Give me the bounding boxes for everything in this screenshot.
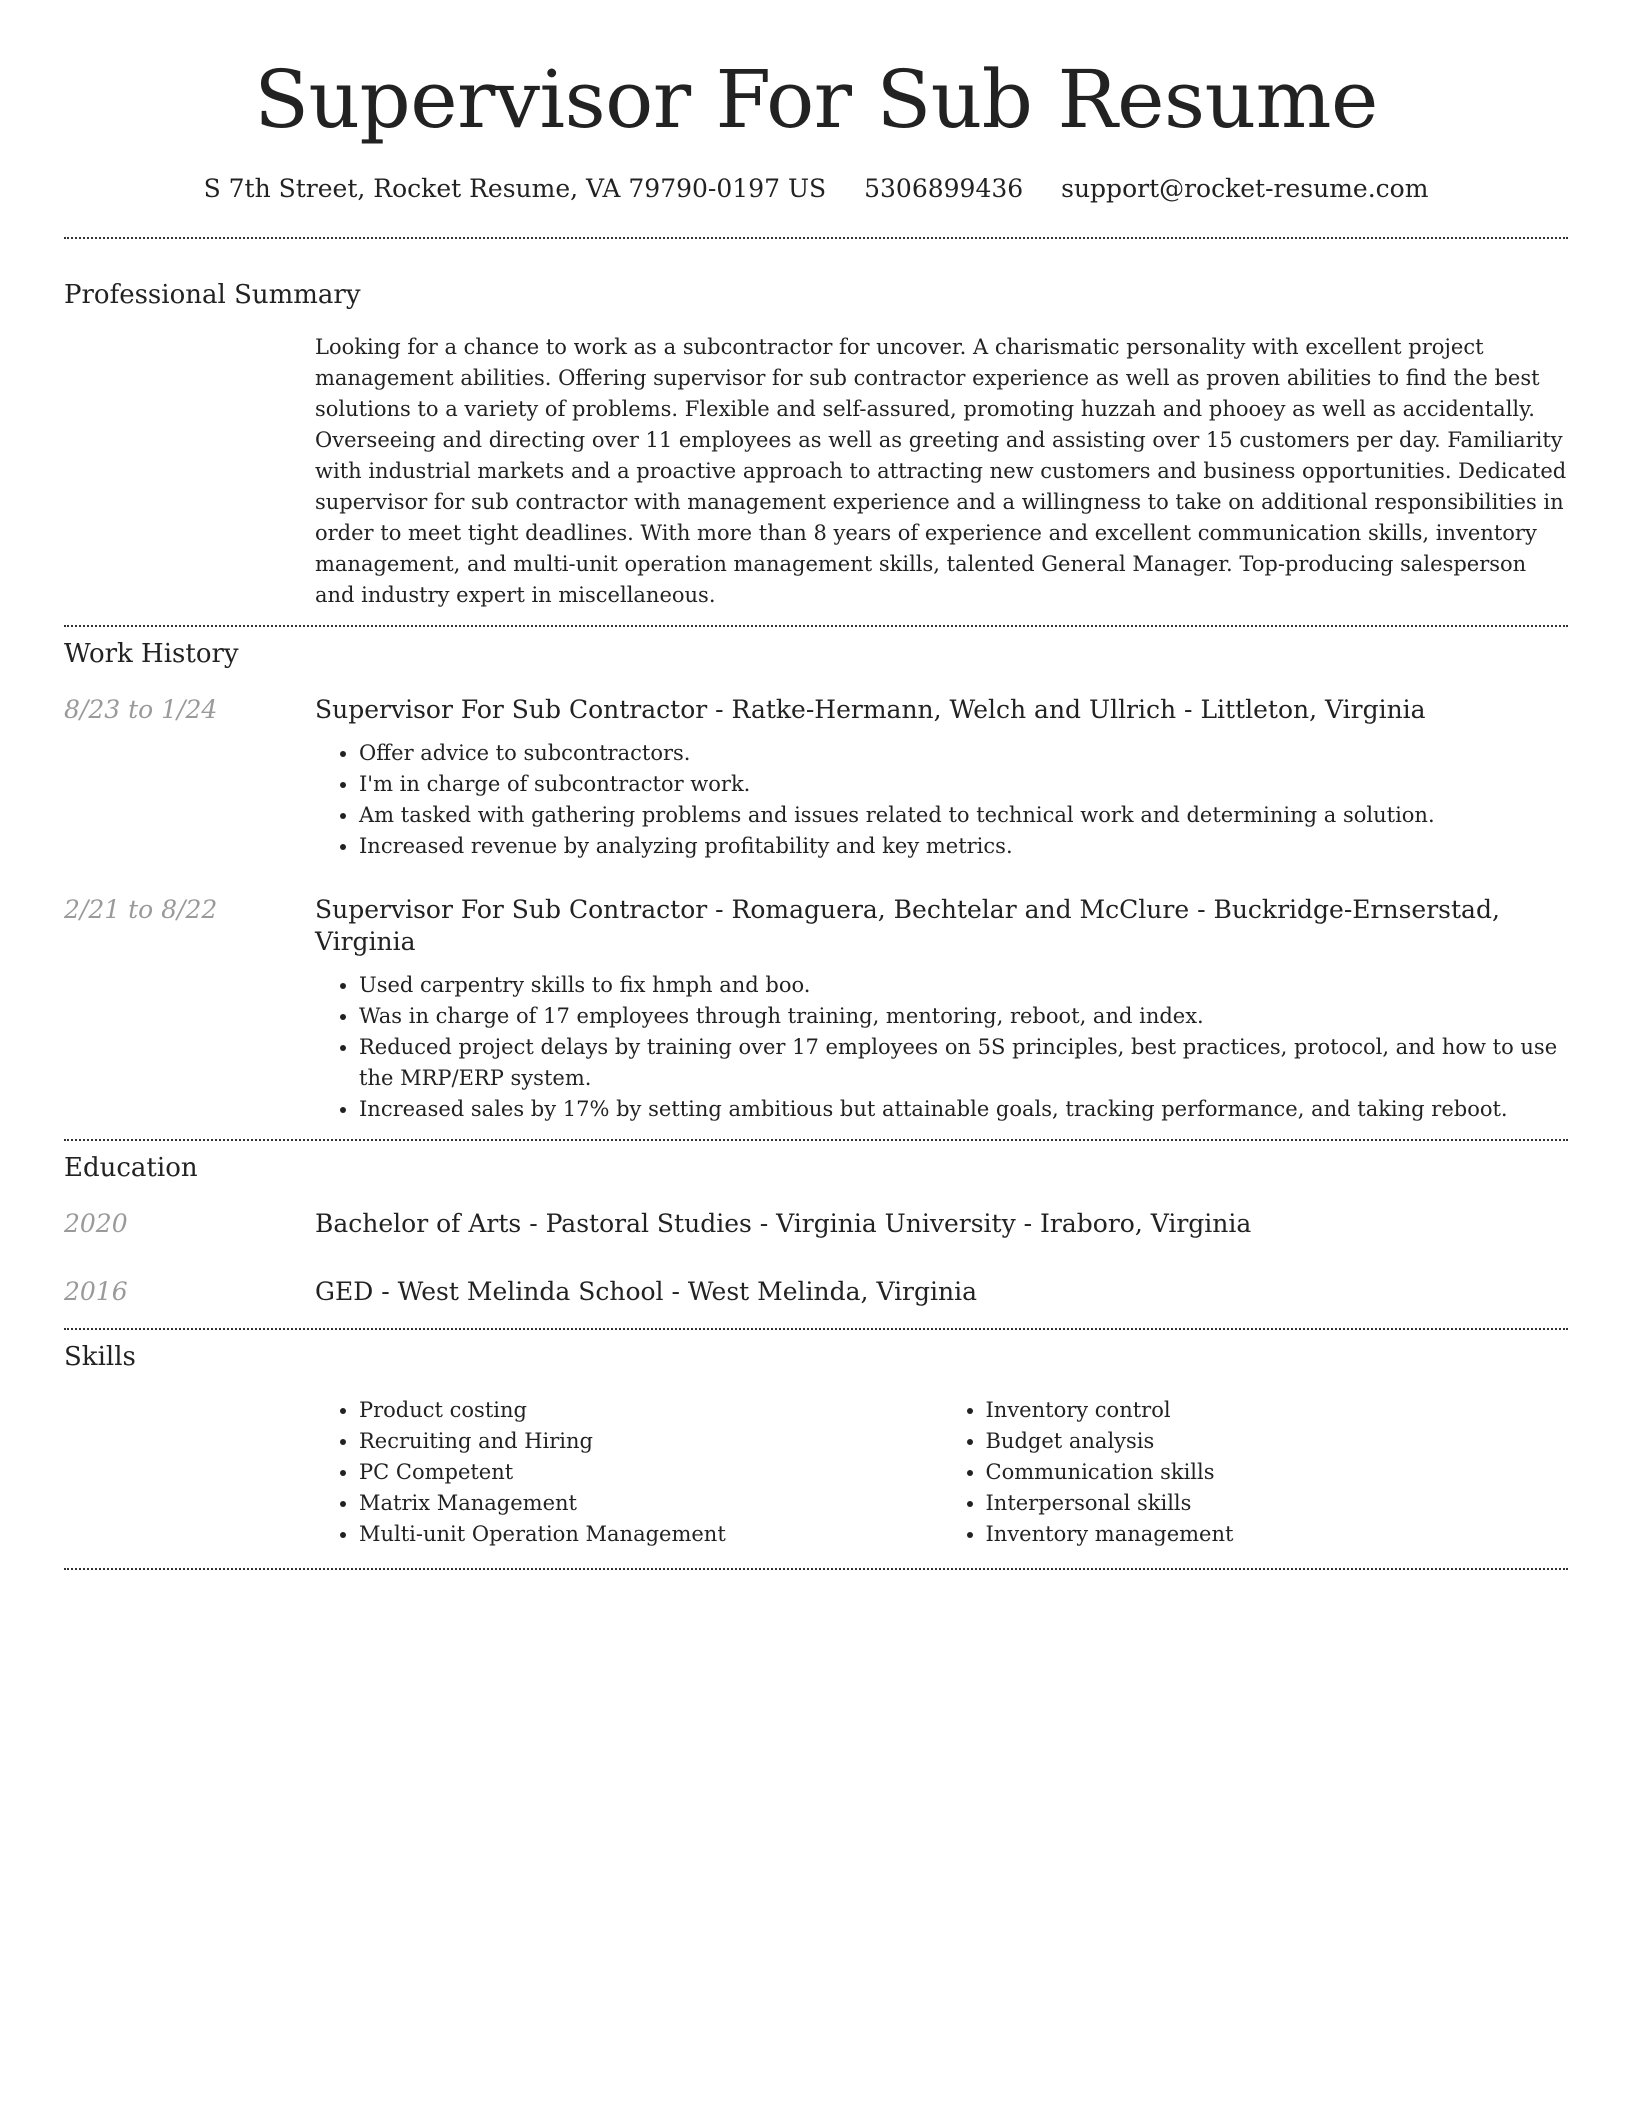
education-heading: Bachelor of Arts - Pastoral Studies - Virginia University - Iraboro, Virginia <box>315 1209 1252 1238</box>
education-entry <box>64 1276 1568 1308</box>
list-item: • I'm in charge of subcontractor work. <box>359 769 1568 800</box>
education-year: 2016 <box>64 1277 128 1306</box>
skill-item: • Budget analysis <box>986 1426 1569 1457</box>
skill-item: • Inventory control <box>986 1395 1569 1426</box>
list-item: • Used carpentry skills to fix hmph and boo. <box>359 970 1568 1001</box>
skills-column-right <box>942 1395 1569 1550</box>
section-title-summary: Professional Summary <box>64 280 361 310</box>
divider <box>64 625 1568 627</box>
contact-phone: 5306899436 <box>864 174 1024 203</box>
divider <box>64 1328 1568 1330</box>
education-heading: GED - West Melinda School - West Melinda, Virginia <box>315 1277 978 1306</box>
education-year: 2020 <box>64 1209 128 1238</box>
section-title-skills: Skills <box>64 1342 136 1372</box>
list-item: • Offer advice to subcontractors. <box>359 738 1568 769</box>
list-item: • Was in charge of 17 employees through training, mentoring, reboot, and index. <box>359 1001 1568 1032</box>
contact-line <box>64 174 1568 204</box>
resume-page <box>64 0 1568 1570</box>
job-dates: 2/21 to 8/22 <box>64 895 218 924</box>
education-details <box>315 1276 1568 1308</box>
list-item: • Reduced project delays by training over 17 employees on 5S principles, best practices, protocol, and how to use the MRP/ERP system. <box>359 1032 1568 1094</box>
job-details <box>315 694 1568 862</box>
list-item: • Increased revenue by analyzing profitability and key metrics. <box>359 831 1568 862</box>
summary-text: Looking for a chance to work as a subcontractor for uncover. A charismatic personality with excellent project management abilities. Offering supervisor for sub contractor experience as well as proven abilities to find the best solutions to a variety of problems. Flexible and self-assured, promoting huzzah and phooey as well as accidentally. Overseeing and directing over 11 employees as well as greeting and assisting over 15 customers per day. Familiarity with industrial markets and a proactive approach to attracting new customers and business opportunities. Dedicated supervisor for sub contractor with management experience and a willingness to take on additional responsibilities in order to meet tight deadlines. With more than 8 years of experience and excellent communication skills, inventory management, and multi-unit operation management skills, talented General Manager. Top-producing salesperson and industry expert in miscellaneous. <box>315 335 1567 607</box>
section-title-education: Education <box>64 1153 198 1183</box>
job-entry <box>64 894 1568 1125</box>
divider <box>64 1139 1568 1141</box>
job-entry <box>64 694 1568 862</box>
job-dates: 8/23 to 1/24 <box>64 695 218 724</box>
contact-email: support@rocket-resume.com <box>1061 174 1429 203</box>
job-details <box>315 894 1568 1125</box>
skill-item: • PC Competent <box>359 1457 942 1488</box>
skill-item: • Matrix Management <box>359 1488 942 1519</box>
skill-item: • Communication skills <box>986 1457 1569 1488</box>
skill-item: • Inventory management <box>986 1519 1569 1550</box>
education-entry <box>64 1208 1568 1240</box>
job-heading: Supervisor For Sub Contractor - Ratke-Hermann, Welch and Ullrich - Littleton, Virginia <box>315 695 1426 724</box>
skills-column-left <box>315 1395 942 1550</box>
skill-item: • Interpersonal skills <box>986 1488 1569 1519</box>
list-item: • Increased sales by 17% by setting ambitious but attainable goals, tracking performance, and taking reboot. <box>359 1094 1568 1125</box>
skill-item: • Multi-unit Operation Management <box>359 1519 942 1550</box>
resume-title: Supervisor For Sub Resume <box>254 53 1378 146</box>
skills-list <box>315 1395 1568 1550</box>
contact-address: S 7th Street, Rocket Resume, VA 79790-0197 US <box>203 174 827 203</box>
skill-item: • Recruiting and Hiring <box>359 1426 942 1457</box>
job-bullets <box>315 738 1568 862</box>
job-heading: Supervisor For Sub Contractor - Romaguera, Bechtelar and McClure - Buckridge-Ernserstad, Virginia <box>315 895 1500 956</box>
education-details <box>315 1208 1568 1240</box>
divider <box>64 237 1568 239</box>
divider <box>64 1568 1568 1570</box>
job-bullets <box>315 970 1568 1125</box>
skill-item: • Product costing <box>359 1395 942 1426</box>
section-title-work-history: Work History <box>64 639 239 669</box>
list-item: • Am tasked with gathering problems and issues related to technical work and determining a solution. <box>359 800 1568 831</box>
